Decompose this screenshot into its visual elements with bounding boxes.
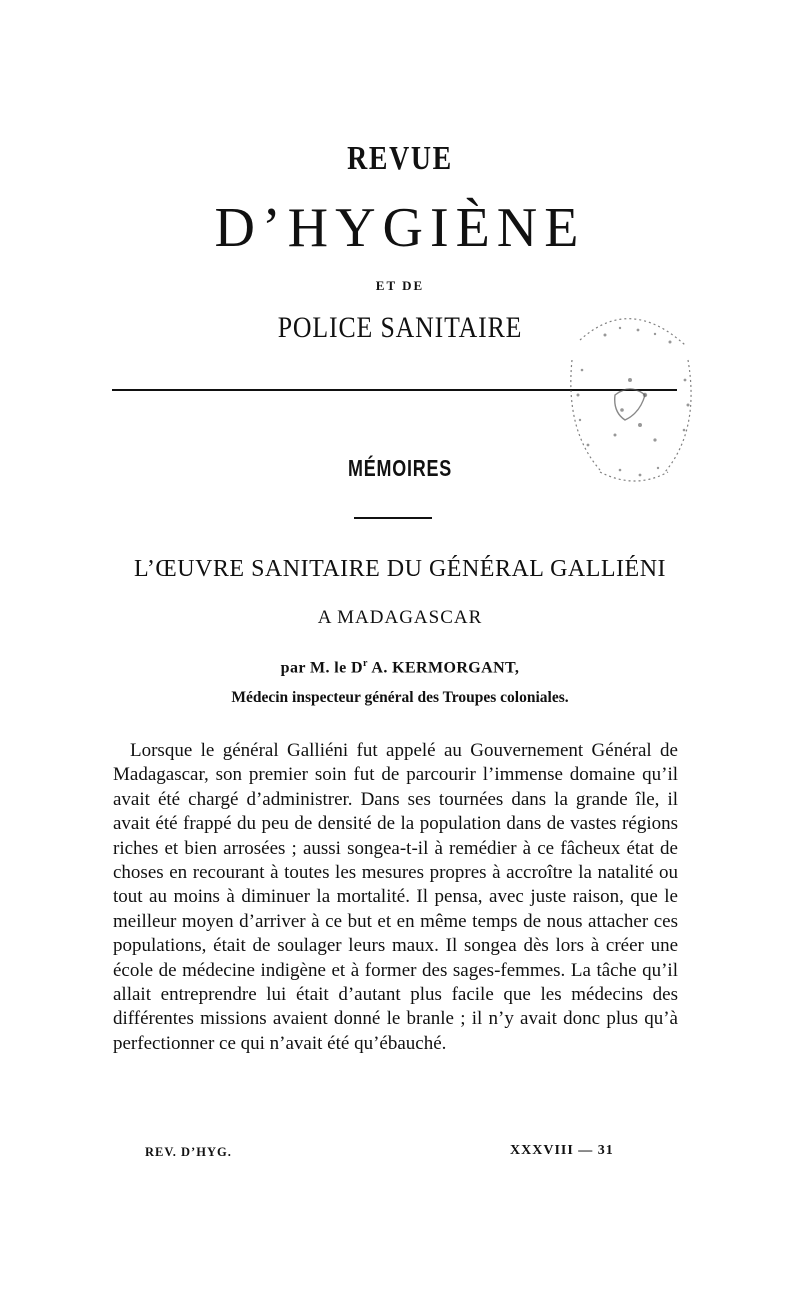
byline-superscript: r — [363, 658, 368, 669]
article-byline — [0, 658, 800, 677]
byline-prefix: par M. le D — [280, 659, 363, 677]
footer-signature-mark: XXXVIII — 31 — [510, 1143, 614, 1158]
footer-journal-abbrev: REV. D’HYG. — [145, 1145, 232, 1159]
byline-author: A. KERMORGANT, — [367, 659, 520, 677]
section-rule — [354, 517, 432, 519]
masthead-revue: REVUE — [347, 140, 453, 177]
masthead-hygiene: D’HYGIÈNE — [214, 197, 586, 259]
masthead-et-de: ET DE — [375, 278, 425, 293]
article-title: L’ŒUVRE SANITAIRE DU GÉNÉRAL GALLIÉNI — [133, 556, 667, 582]
section-title: MÉMOIRES — [348, 455, 452, 481]
author-affiliation: Médecin inspecteur général des Troupes coloniales. — [231, 689, 569, 706]
masthead-police-sanitaire: POLICE SANITAIRE — [277, 311, 523, 344]
article-subtitle: A MADAGASCAR — [317, 607, 483, 628]
article-body: Lorsque le général Galliéni fut appelé au Gouvernement Général de Madagascar, son premier soin fut de parcourir l’immense domaine qu’il avait été chargé d’administrer. Dans ses tournées dans la grande île, il avait été frappé du peu de densité de la population dans de vastes régions riches et bien arrosées ; aussi songea-t-il à remédier à ce fâcheux état de choses en recourant à toutes les mesures propres à accroître la natalité ou tout au moins à diminuer la mortalité. Il pensa, avec juste raison, que le meilleur moyen d’arriver à ce but et en même temps de nous attacher ces populations, était de soulager leurs maux. Il songea dès lors à créer une école de médecine indigène et à former des sages-femmes. La tâche qu’il allait entreprendre lui était d’autant plus facile que les médecins des différentes missions avaient donné le branle ; il n’y avait donc plus qu’à perfectionner ce qui n’avait été qu’ébauché. — [113, 740, 678, 1054]
